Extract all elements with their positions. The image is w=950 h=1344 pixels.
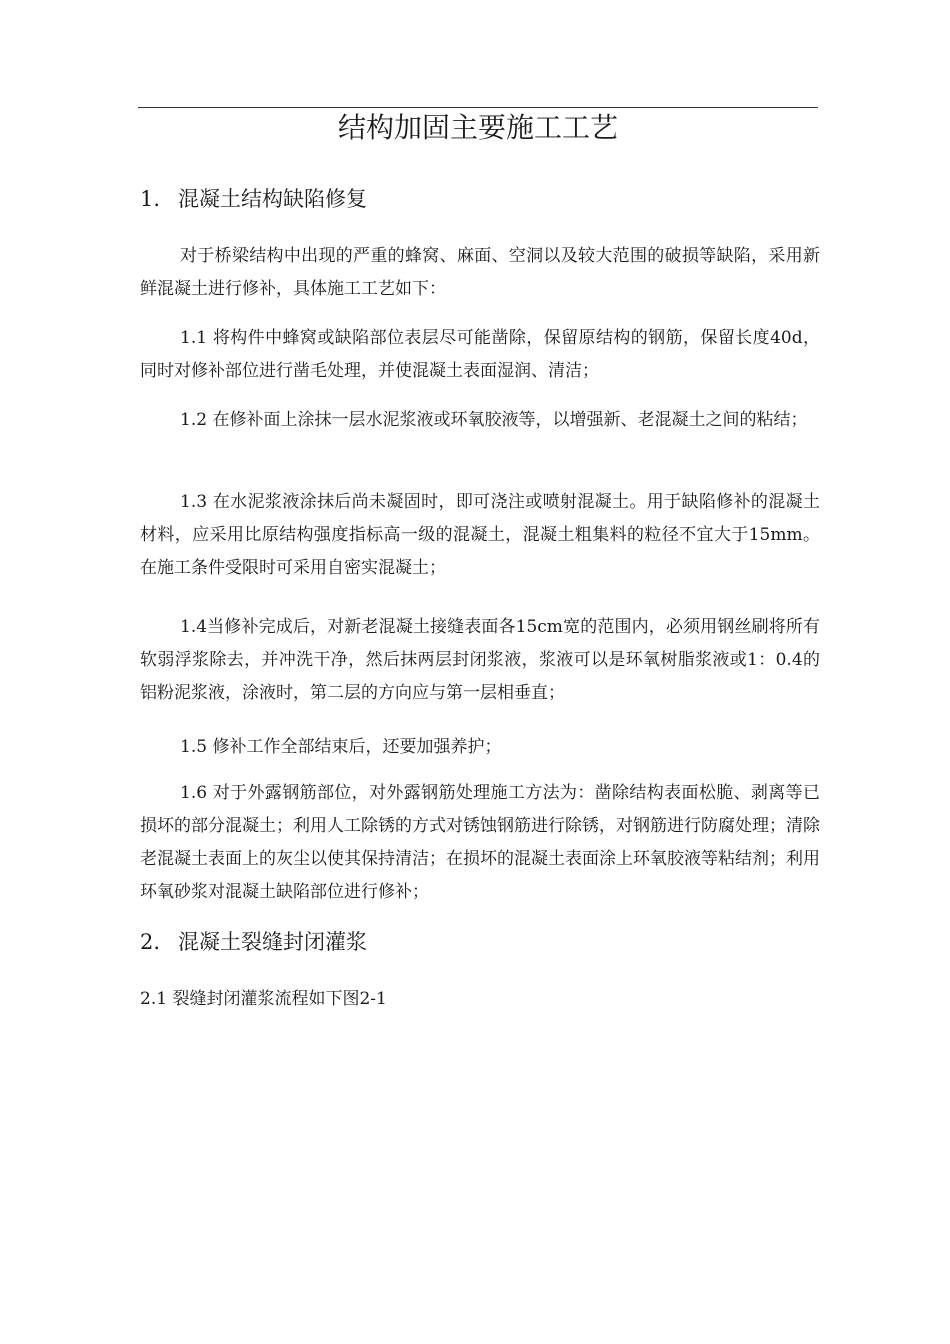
section-2-title: 混凝土裂缝封闭灌浆 xyxy=(178,930,367,954)
item-1-1: 1.1 将构件中蜂窝或缺陷部位表层尽可能凿除，保留原结构的钢筋，保留长度40d，同时对修补部位进行凿毛处理，并使混凝土表面湿润、清洁； xyxy=(140,328,820,381)
document-title: 结构加固主要施工工艺 xyxy=(337,111,618,144)
section-1-number: 1. xyxy=(140,187,161,211)
header-rule xyxy=(138,107,818,108)
section-1-title: 混凝土结构缺陷修复 xyxy=(178,187,367,211)
section-1-intro: 对于桥梁结构中出现的严重的蜂窝、麻面、空洞以及较大范围的破损等缺陷，采用新鲜混凝土进行修补，具体施工工艺如下： xyxy=(140,246,820,299)
item-1-2: 1.2 在修补面上涂抹一层水泥浆液或环氧胶液等，以增强新、老混凝土之间的粘结； xyxy=(180,410,808,430)
item-2-1: 2.1 裂缝封闭灌浆流程如下图2-1 xyxy=(140,989,387,1009)
section-1-heading xyxy=(140,185,367,213)
item-1-6: 1.6 对于外露钢筋部位，对外露钢筋处理施工方法为：凿除结构表面松脆、剥离等已损坏的部分混凝土；利用人工除锈的方式对锈蚀钢筋进行除锈，对钢筋进行防腐处理；清除老混凝土表面上的灰尘以使其保持清洁；在损坏的混凝土表面涂上环氧胶液等粘结剂；利用环氧砂浆对混凝土缺陷部位进行修补； xyxy=(140,783,820,902)
item-1-3: 1.3 在水泥浆液涂抹后尚未凝固时，即可浇注或喷射混凝土。用于缺陷修补的混凝土材料，应采用比原结构强度指标高一级的混凝土，混凝土粗集料的粒径不宜大于15mm。在施工条件受限时可采用自密实混凝土； xyxy=(140,492,820,578)
item-1-4: 1.4当修补完成后，对新老混凝土接缝表面各15cm宽的范围内，必须用钢丝刷将所有软弱浮浆除去，并冲洗干净，然后抹两层封闭浆液，浆液可以是环氧树脂浆液或1：0.4的铝粉泥浆液，涂液时，第二层的方向应与第一层相垂直； xyxy=(140,617,820,703)
section-2-heading xyxy=(140,928,367,956)
item-1-5: 1.5 修补工作全部结束后，还要加强养护； xyxy=(180,737,502,757)
section-2-number: 2. xyxy=(140,930,161,954)
